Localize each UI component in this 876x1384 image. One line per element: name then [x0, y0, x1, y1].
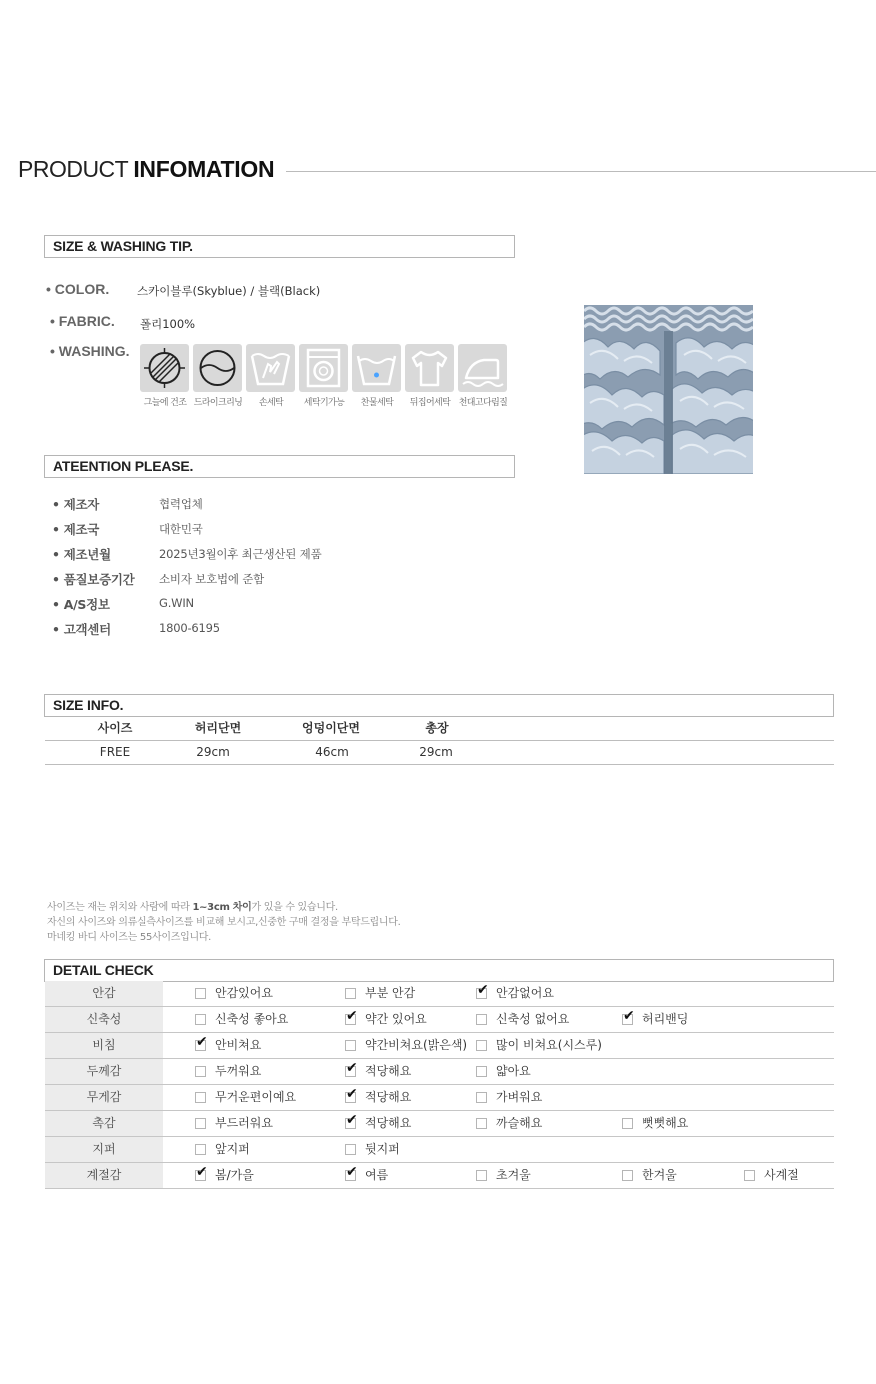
detail-check-option-label: 적당해요 — [365, 1090, 412, 1104]
check-mark-icon: ✔ — [346, 1164, 358, 1180]
size-note-1 — [47, 898, 338, 913]
attention-label-center: • 고객센터 — [52, 622, 111, 637]
wash-caption-5: 찬물세탁 — [360, 398, 394, 408]
attention-label-country: • 제조국 — [52, 522, 100, 537]
checkbox[interactable] — [622, 1118, 633, 1129]
hand-wash-icon — [246, 344, 295, 392]
detail-check-option-label: 부드러워요 — [215, 1116, 273, 1130]
detail-check-option-label: 사계절 — [764, 1168, 799, 1182]
checkbox[interactable] — [622, 1170, 633, 1181]
size-note-1-bold: 1~3cm 차이 — [192, 902, 252, 913]
attention-heading: ATEENTION PLEASE. — [44, 455, 515, 478]
checkbox[interactable] — [476, 1014, 487, 1025]
checkbox[interactable] — [476, 1092, 487, 1103]
check-mark-icon: ✔ — [346, 1086, 358, 1102]
size-col-size: 사이즈 — [97, 721, 133, 735]
detail-check-option-label: 까슬해요 — [496, 1116, 543, 1130]
attention-label-maker: • 제조자 — [52, 497, 100, 512]
detail-check-option-label: 허리밴딩 — [642, 1012, 689, 1026]
size-col-length: 총장 — [425, 721, 449, 735]
cloth-iron-icon — [458, 344, 507, 392]
detail-check-option-label: 적당해요 — [365, 1116, 412, 1130]
checkbox[interactable] — [476, 982, 489, 999]
checkbox[interactable] — [345, 1060, 358, 1077]
size-col-hip: 엉덩이단면 — [302, 721, 360, 735]
attention-value-as: G.WIN — [159, 596, 194, 610]
wash-caption-3: 손세탁 — [258, 398, 284, 408]
attention-value-maker: 협력업체 — [159, 497, 203, 511]
checkbox[interactable] — [195, 1164, 208, 1181]
detail-check-option-label: 많이 비쳐요(시스루) — [496, 1038, 602, 1052]
cold-wash-icon — [352, 344, 401, 392]
detail-check-category: 촉감 — [45, 1111, 163, 1136]
attention-value-warranty: 소비자 보호법에 준함 — [159, 572, 265, 586]
fabric-label: • FABRIC. — [50, 313, 115, 329]
wash-caption-4: 세탁기가능 — [303, 398, 345, 408]
detail-check-row — [45, 1059, 834, 1085]
checkbox[interactable] — [195, 1034, 208, 1051]
size-col-waist: 허리단면 — [194, 721, 242, 735]
size-cell-length: 29cm — [419, 745, 453, 759]
checkbox[interactable] — [195, 1014, 206, 1025]
product-fabric-image — [584, 305, 753, 474]
checkbox[interactable] — [195, 1144, 206, 1155]
size-cell-waist: 29cm — [196, 745, 230, 759]
checkbox[interactable] — [195, 1092, 206, 1103]
detail-check-option-label: 뻣뻣해요 — [642, 1116, 689, 1130]
wash-caption-2: 드라이크리닝 — [193, 398, 243, 408]
check-mark-icon: ✔ — [346, 1112, 358, 1128]
checkbox[interactable] — [744, 1170, 755, 1181]
detail-check-option-label: 약간비쳐요(밝은색) — [365, 1038, 468, 1052]
detail-check-option-label: 두꺼워요 — [215, 1064, 262, 1078]
detail-check-category: 무게감 — [45, 1085, 163, 1110]
detail-check-row — [45, 1111, 834, 1137]
size-note-3: 마네킹 바디 사이즈는 55사이즈입니다. — [47, 932, 212, 943]
fabric-value: 폴리100% — [140, 317, 196, 331]
checkbox[interactable] — [195, 1066, 206, 1077]
detail-check-option-label: 한겨울 — [642, 1168, 677, 1182]
checkbox[interactable] — [476, 1040, 487, 1051]
checkbox[interactable] — [622, 1008, 635, 1025]
detail-check-option-label: 안감없어요 — [496, 986, 554, 1000]
detail-check-option-label: 무거운편이예요 — [215, 1090, 297, 1104]
detail-check-option-label: 여름 — [365, 1168, 389, 1182]
detail-check-option-label: 봄/가을 — [215, 1168, 254, 1182]
size-table — [45, 717, 834, 765]
detail-check-category: 신축성 — [45, 1007, 163, 1032]
checkbox[interactable] — [195, 1118, 206, 1129]
checkbox[interactable] — [476, 1066, 487, 1077]
checkbox[interactable] — [476, 1170, 487, 1181]
detail-check-table — [45, 981, 834, 1189]
attention-label-date: • 제조년월 — [52, 547, 111, 562]
checkbox[interactable] — [345, 1040, 356, 1051]
check-mark-icon: ✔ — [623, 1008, 635, 1024]
detail-check-option-label: 안비쳐요 — [215, 1038, 262, 1052]
detail-check-option-label: 가벼워요 — [496, 1090, 543, 1104]
detail-check-option-label: 적당해요 — [365, 1064, 412, 1078]
size-note-1-post: 가 있을 수 있습니다. — [251, 902, 338, 913]
size-cell-hip: 46cm — [315, 745, 349, 759]
detail-check-heading: DETAIL CHECK — [44, 959, 834, 982]
detail-check-option-label: 신축성 없어요 — [496, 1012, 570, 1026]
checkbox[interactable] — [345, 988, 356, 999]
attention-label-warranty: • 품질보증기간 — [52, 572, 135, 587]
checkbox[interactable] — [345, 1164, 358, 1181]
size-table-header — [45, 717, 834, 741]
detail-check-option-label: 부분 안감 — [365, 986, 416, 1000]
detail-check-row — [45, 1033, 834, 1059]
wash-caption-1: 그늘에 건조 — [143, 398, 187, 408]
check-mark-icon: ✔ — [196, 1034, 208, 1050]
checkbox[interactable] — [345, 1086, 358, 1103]
detail-check-option-label: 뒷지퍼 — [365, 1142, 400, 1156]
size-table-row — [45, 741, 834, 765]
washing-label: • WASHING. — [50, 343, 130, 359]
detail-check-option-label: 얇아요 — [496, 1064, 531, 1078]
detail-check-row — [45, 1085, 834, 1111]
wash-caption-7: 천대고다림질 — [458, 398, 508, 408]
detail-check-row — [45, 1137, 834, 1163]
checkbox[interactable] — [345, 1144, 356, 1155]
attention-label-as: • A/S정보 — [52, 597, 110, 612]
detail-check-row — [45, 1007, 834, 1033]
size-note-2: 자신의 사이즈와 의류실측사이즈를 비교해 보시고,신중한 구매 결정을 부탁드립니다. — [47, 917, 401, 928]
detail-check-option-label: 초겨울 — [496, 1168, 531, 1182]
page-title — [18, 156, 274, 188]
inside-out-wash-icon — [405, 344, 454, 392]
attention-value-center: 1800-6195 — [159, 621, 220, 635]
check-mark-icon: ✔ — [346, 1060, 358, 1076]
detail-check-option-label: 안감있어요 — [215, 986, 273, 1000]
detail-check-category: 안감 — [45, 981, 163, 1006]
color-value: 스카이블루(Skyblue) / 블랙(Black) — [137, 284, 321, 298]
detail-check-option-label: 약간 있어요 — [365, 1012, 427, 1026]
dry-clean-icon — [193, 344, 242, 392]
detail-check-category: 비침 — [45, 1033, 163, 1058]
attention-value-country: 대한민국 — [159, 522, 203, 536]
page-title-bold: INFOMATION — [133, 156, 275, 182]
wash-caption-6: 뒤집어세탁 — [409, 398, 451, 408]
color-label: • COLOR. — [46, 281, 110, 297]
check-mark-icon: ✔ — [477, 982, 489, 998]
attention-value-date: 2025년3월이후 최근생산된 제품 — [159, 547, 322, 561]
check-mark-icon: ✔ — [196, 1164, 208, 1180]
size-note-1-pre: 사이즈는 재는 위치와 사람에 따라 — [47, 902, 193, 913]
size-cell-size: FREE — [99, 745, 131, 759]
detail-check-category: 지퍼 — [45, 1137, 163, 1162]
machine-wash-icon — [299, 344, 348, 392]
size-washing-heading: SIZE & WASHING TIP. — [44, 235, 515, 258]
detail-check-option-label: 앞지퍼 — [215, 1142, 250, 1156]
detail-check-row — [45, 1163, 834, 1189]
detail-check-row — [45, 981, 834, 1007]
page-title-light: PRODUCT — [18, 156, 129, 182]
checkbox[interactable] — [345, 1112, 358, 1129]
check-mark-icon: ✔ — [346, 1008, 358, 1024]
checkbox[interactable] — [195, 988, 206, 999]
detail-check-option-label: 신축성 좋아요 — [215, 1012, 289, 1026]
checkbox[interactable] — [476, 1118, 487, 1129]
detail-check-category: 계절감 — [45, 1163, 163, 1188]
checkbox[interactable] — [345, 1008, 358, 1025]
title-divider — [286, 171, 876, 172]
detail-check-category: 두께감 — [45, 1059, 163, 1084]
size-info-heading: SIZE INFO. — [44, 694, 834, 717]
shade-dry-icon — [140, 344, 189, 392]
